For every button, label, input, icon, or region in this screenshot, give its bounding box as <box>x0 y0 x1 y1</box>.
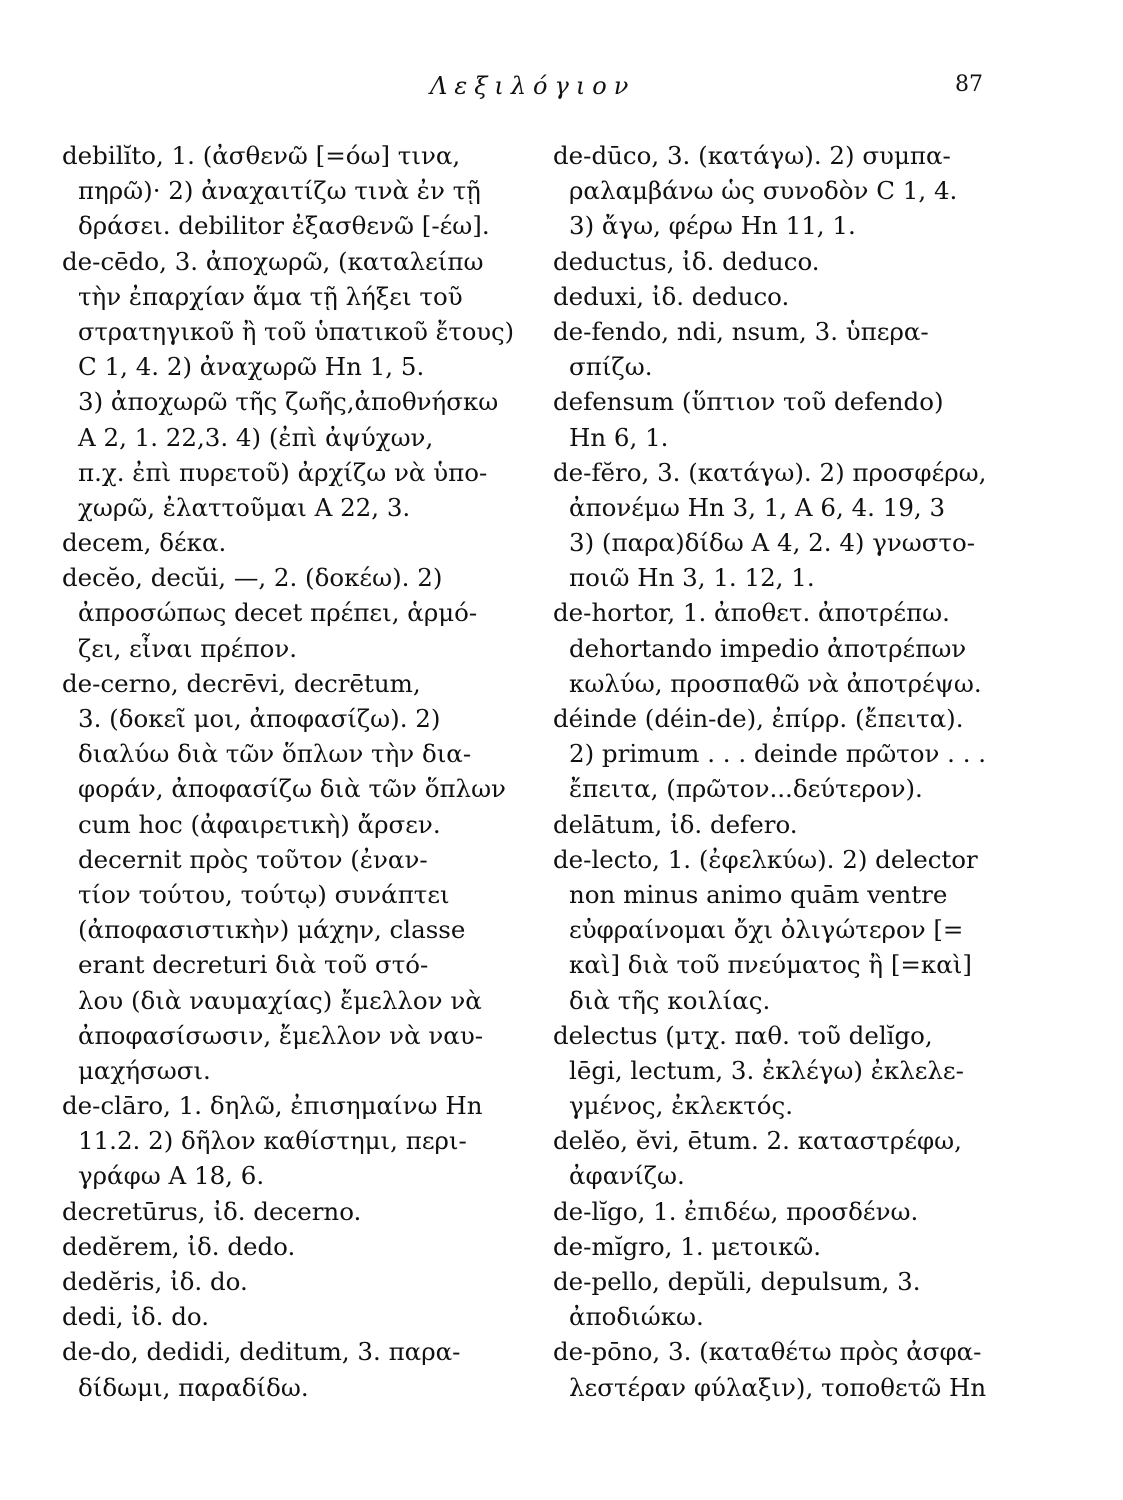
entry-continuation-line: (ἀποφασιστικὴν) μάχην, classe <box>78 915 466 945</box>
dictionary-entry <box>553 842 988 1018</box>
entry-headline: deductus, ἰδ. deduco. <box>553 246 820 276</box>
dictionary-entry <box>62 1264 514 1299</box>
entry-continuation-line: πηρῶ)· 2) ἀναχαιτίζω τινὰ ἐν τῇ <box>78 176 481 206</box>
entry-continuation-line: A 2, 1. 22,3. 4) (ἐπὶ ἀψύχων, <box>78 422 434 452</box>
entry-continuation-line: ποιῶ Hn 3, 1. 12, 1. <box>569 563 815 593</box>
entry-continuation-line: δράσει. debilitor ἐξασθενῶ [-έω]. <box>78 211 490 241</box>
entry-continuation-line: καὶ] διὰ τοῦ πνεύματος ἢ [=καὶ] <box>569 950 972 980</box>
entry-headline: decĕo, decŭi, —, 2. (δοκέω). 2) <box>62 563 443 593</box>
entry-continuation-line: γμένος, ἐκλεκτός. <box>569 1091 794 1121</box>
dictionary-entry <box>62 1299 514 1334</box>
entry-continuation-line: ἀπροσώπως decet πρέπει, ἁρμό- <box>78 598 478 628</box>
entry-headline: de-pello, depŭli, depulsum, 3. <box>553 1267 921 1296</box>
entry-continuation-line: στρατηγικοῦ ἢ τοῦ ὑπατικοῦ ἔτους) <box>78 316 514 346</box>
entry-continuation-line: 11.2. 2) δῆλον καθίστημι, περι- <box>78 1126 467 1156</box>
entry-headline: delectus (μτχ. παθ. τοῦ delĭgo, <box>553 1020 933 1050</box>
entry-headline: de-pōno, 3. (καταθέτω πρὸς ἀσφα- <box>553 1337 982 1367</box>
entry-continuation-line: διαλύω διὰ τῶν ὅπλων τὴν δια- <box>78 739 472 769</box>
page-header <box>0 70 1123 106</box>
entry-continuation-line: ἀπονέμω Hn 3, 1, A 6, 4. 19, 3 <box>569 492 946 522</box>
entry-continuation-line: 2) primum . . . deinde πρῶτον . . . <box>569 739 987 769</box>
entry-continuation-line: εὐφραίνομαι ὄχι ὀλιγώτερον [= <box>569 915 964 945</box>
entry-continuation-line: 3) (παρα)δίδω A 4, 2. 4) γνωστο- <box>569 528 976 558</box>
dictionary-entry <box>553 1194 988 1229</box>
page-number: 87 <box>955 72 983 97</box>
dictionary-entry <box>62 560 514 666</box>
entry-headline: de-lĭgo, 1. ἐπιδέω, προσδένω. <box>553 1196 919 1226</box>
entry-headline: delĕo, ĕvi, ētum. 2. καταστρέφω, <box>553 1126 962 1156</box>
entry-continuation-line: ἀποφασίσωσιν, ἔμελλον νὰ ναυ- <box>78 1020 484 1050</box>
dictionary-entry <box>62 1229 514 1264</box>
entry-headline: de-clāro, 1. δηλῶ, ἐπισημαίνω Hn <box>62 1091 483 1121</box>
entry-continuation-line: ζει, εἶναι πρέπον. <box>78 633 298 663</box>
dictionary-entry <box>62 1194 514 1229</box>
entry-headline: dedi, ἰδ. do. <box>62 1302 209 1332</box>
entry-continuation-line: cum hoc (ἀφαιρετικὴ) ἄρσεν. <box>78 809 441 839</box>
dictionary-entry <box>62 138 514 244</box>
dictionary-entry <box>553 1123 988 1193</box>
entry-continuation-line: δίδωμι, παραδίδω. <box>78 1372 309 1402</box>
dictionary-entry <box>553 314 988 384</box>
entry-headline: de-cēdo, 3. ἀποχωρῶ, (καταλείπω <box>62 246 484 276</box>
entry-continuation-line: 3) ἀποχωρῶ τῆς ζωῆς,ἀποθνήσκω <box>78 387 499 417</box>
entry-headline: dedĕris, ἰδ. do. <box>62 1267 248 1296</box>
entry-continuation-line: λεστέραν φύλαξιν), τοποθετῶ Hn <box>569 1372 987 1402</box>
entry-continuation-line: Hn 6, 1. <box>569 422 669 452</box>
dictionary-entry <box>553 1334 988 1404</box>
entry-continuation-line: ἔπειτα, (πρῶτον...δεύτερον). <box>569 774 923 804</box>
entry-continuation-line: ραλαμβάνω ὡς συνοδὸν C 1, 4. <box>569 176 958 206</box>
entry-continuation-line: φοράν, ἀποφασίζω διὰ τῶν ὅπλων <box>78 774 506 804</box>
entry-continuation-line: dehortando impedio ἀποτρέπων <box>569 633 967 663</box>
dictionary-entry <box>62 666 514 1088</box>
entry-headline: decretūrus, ἰδ. decerno. <box>62 1196 362 1226</box>
dictionary-entry <box>553 384 988 454</box>
entry-headline: dedĕrem, ἰδ. dedo. <box>62 1231 296 1261</box>
dictionary-entry <box>553 701 988 807</box>
entry-continuation-line: 3. (δοκεῖ μοι, ἀποφασίζω). 2) <box>78 704 441 733</box>
entry-continuation-line: τὴν ἐπαρχίαν ἅμα τῇ λήξει τοῦ <box>78 281 463 311</box>
entry-continuation-line: διὰ τῆς κοιλίας. <box>569 985 771 1015</box>
dictionary-entry <box>553 244 988 279</box>
entry-headline: de-fendo, ndi, nsum, 3. ὑπερα- <box>553 316 929 346</box>
entry-continuation-line: non minus animo quām ventre <box>569 879 948 909</box>
dictionary-entry <box>553 595 988 701</box>
dictionary-entry <box>553 455 988 596</box>
entry-headline: de-hortor, 1. ἀποθετ. ἀποτρέπω. <box>553 598 950 628</box>
entry-continuation-line: C 1, 4. 2) ἀναχωρῶ Hn 1, 5. <box>78 352 425 382</box>
entry-headline: debilĭto, 1. (ἀσθενῶ [=όω] τινα, <box>62 141 461 170</box>
entry-headline: de-mĭgro, 1. μετοικῶ. <box>553 1231 822 1261</box>
entry-headline: déinde (déin-de), ἐπίρρ. (ἔπειτα). <box>553 704 964 733</box>
entry-continuation-line: lēgi, lectum, 3. ἐκλέγω) ἐκλελε- <box>569 1055 964 1085</box>
entry-continuation-line: σπίζω. <box>569 352 653 382</box>
dictionary-entry <box>62 525 514 560</box>
running-title: Λεξιλόγιον <box>430 72 636 100</box>
entry-continuation-line: π.χ. ἐπὶ πυρετοῦ) ἀρχίζω νὰ ὑπο- <box>78 457 488 487</box>
right-column <box>553 138 988 1405</box>
entry-headline: de-lecto, 1. (ἐφελκύω). 2) delector <box>553 844 978 874</box>
dictionary-entry <box>553 807 988 842</box>
dictionary-entry <box>62 244 514 526</box>
entry-continuation-line: λου (διὰ ναυμαχίας) ἔμελλον νὰ <box>78 985 482 1015</box>
entry-headline: decem, δέκα. <box>62 528 227 558</box>
dictionary-entry <box>553 1229 988 1264</box>
dictionary-entry <box>553 1018 988 1124</box>
entry-continuation-line: decernit πρὸς τοῦτον (ἐναν- <box>78 844 428 874</box>
entry-headline: de-fĕro, 3. (κατάγω). 2) προσφέρω, <box>553 457 987 487</box>
entry-headline: delātum, ἰδ. defero. <box>553 809 798 839</box>
entry-continuation-line: τίον τούτου, τούτῳ) συνάπτει <box>78 879 450 909</box>
entry-headline: de-cerno, decrēvi, decrētum, <box>62 668 421 698</box>
entry-continuation-line: erant decreturi διὰ τοῦ στό- <box>78 950 429 980</box>
dictionary-entry <box>553 279 988 314</box>
entry-continuation-line: ἀποδιώκω. <box>569 1302 704 1332</box>
entry-continuation-line: μαχήσωσι. <box>78 1055 211 1085</box>
dictionary-entry <box>62 1088 514 1194</box>
dictionary-entry <box>553 138 988 244</box>
entry-headline: de-do, dedidi, deditum, 3. παρα- <box>62 1337 461 1367</box>
dictionary-entry <box>62 1334 514 1404</box>
entry-headline: defensum (ὕπτιον τοῦ defendo) <box>553 387 944 417</box>
entry-continuation-line: 3) ἄγω, φέρω Hn 11, 1. <box>569 211 856 241</box>
entry-headline: deduxi, ἰδ. deduco. <box>553 281 790 311</box>
left-column <box>62 138 514 1405</box>
entry-headline: de-dūco, 3. (κατάγω). 2) συμπα- <box>553 141 951 170</box>
entry-continuation-line: γράφω A 18, 6. <box>78 1161 265 1191</box>
entry-continuation-line: ἀφανίζω. <box>569 1161 685 1191</box>
dictionary-entry <box>553 1264 988 1334</box>
entry-continuation-line: κωλύω, προσπαθῶ νὰ ἀποτρέψω. <box>569 668 982 698</box>
entry-continuation-line: χωρῶ, ἐλαττοῦμαι A 22, 3. <box>78 492 411 522</box>
